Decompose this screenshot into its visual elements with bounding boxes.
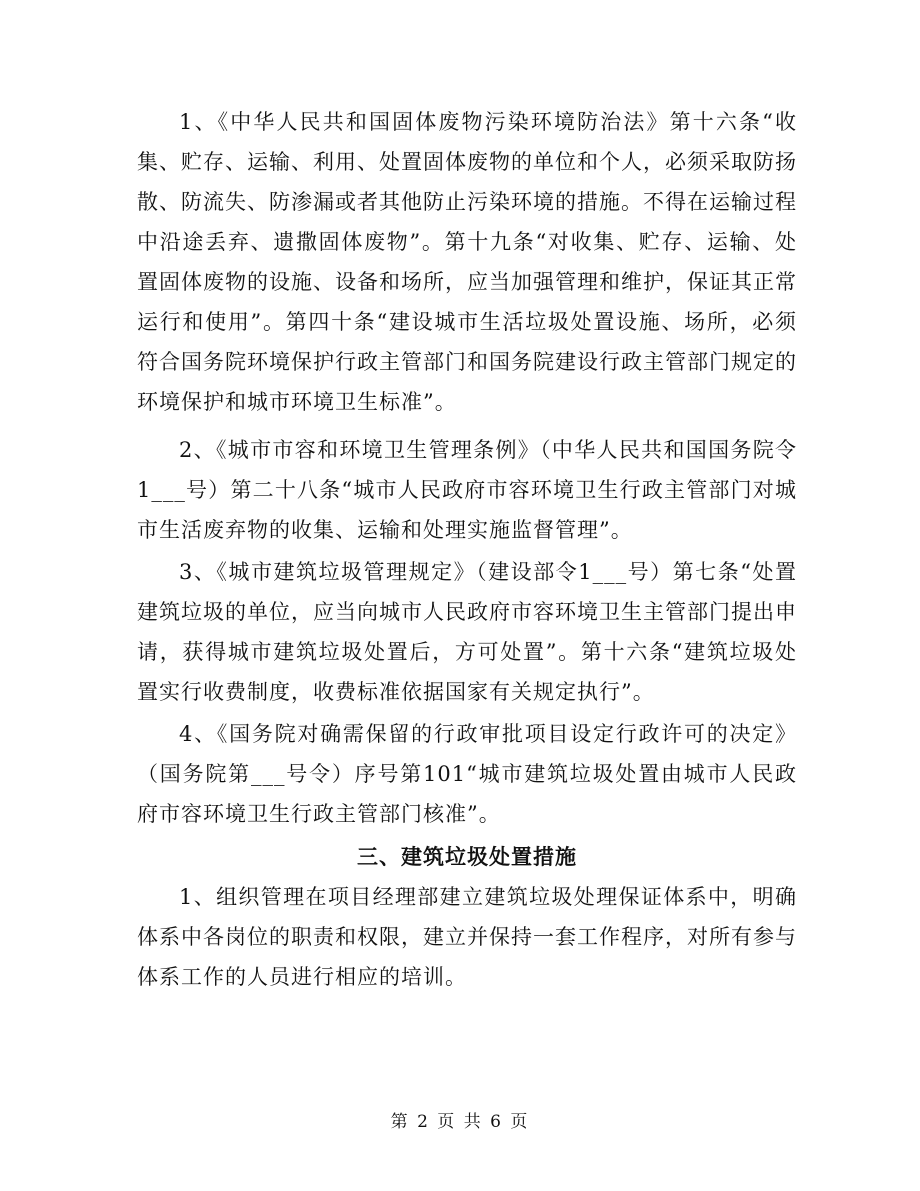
paragraph-measure-1: 1、组织管理在项目经理部建立建筑垃圾处理保证体系中，明确体系中各岗位的职责和权限，建立并保持一套工作程序，对所有参与体系工作的人员进行相应的培训。 <box>137 885 797 989</box>
section-heading: 三、建筑垃圾处置措施 <box>357 844 577 869</box>
page-footer: 第 2 页 共 6 页 <box>390 1112 530 1132</box>
paragraph-law-3: 3、《城市建筑垃圾管理规定》（建设部令1___号）第七条“处置建筑垃圾的单位，应当向城市人民政府市容环境卫生主管部门提出申请，获得城市建筑垃圾处置后，方可处置”。第十六条“建筑垃圾处置实行收费制度，收费标准依据国家有关规定执行”。 <box>137 560 797 704</box>
paragraph-law-1: 1、《中华人民共和国固体废物污染环境防治法》第十六条“收集、贮存、运输、利用、处置固体废物的单位和个人，必须采取防扬散、防流失、防渗漏或者其他防止污染环境的措施。不得在运输过程中沿途丢弃、遗撒固体废物”。第十九条“对收集、贮存、运输、处置固体废物的设施、设备和场所，应当加强管理和维护，保证其正常运行和使用”。第四十条“建设城市生活垃圾处置设施、场所，必须符合国务院环境保护行政主管部门和国务院建设行政主管部门规定的环境保护和城市环境卫生标准”。 <box>137 110 797 414</box>
paragraph-law-4: 4、《国务院对确需保留的行政审批项目设定行政许可的决定》（国务院第___号令）序号第101“城市建筑垃圾处置由城市人民政府市容环境卫生行政主管部门核准”。 <box>137 722 797 826</box>
paragraph-law-2: 2、《城市市容和环境卫生管理条例》（中华人民共和国国务院令1___号）第二十八条“城市人民政府市容环境卫生行政主管部门对城市生活废弃物的收集、运输和处理实施监督管理”。 <box>137 438 797 542</box>
